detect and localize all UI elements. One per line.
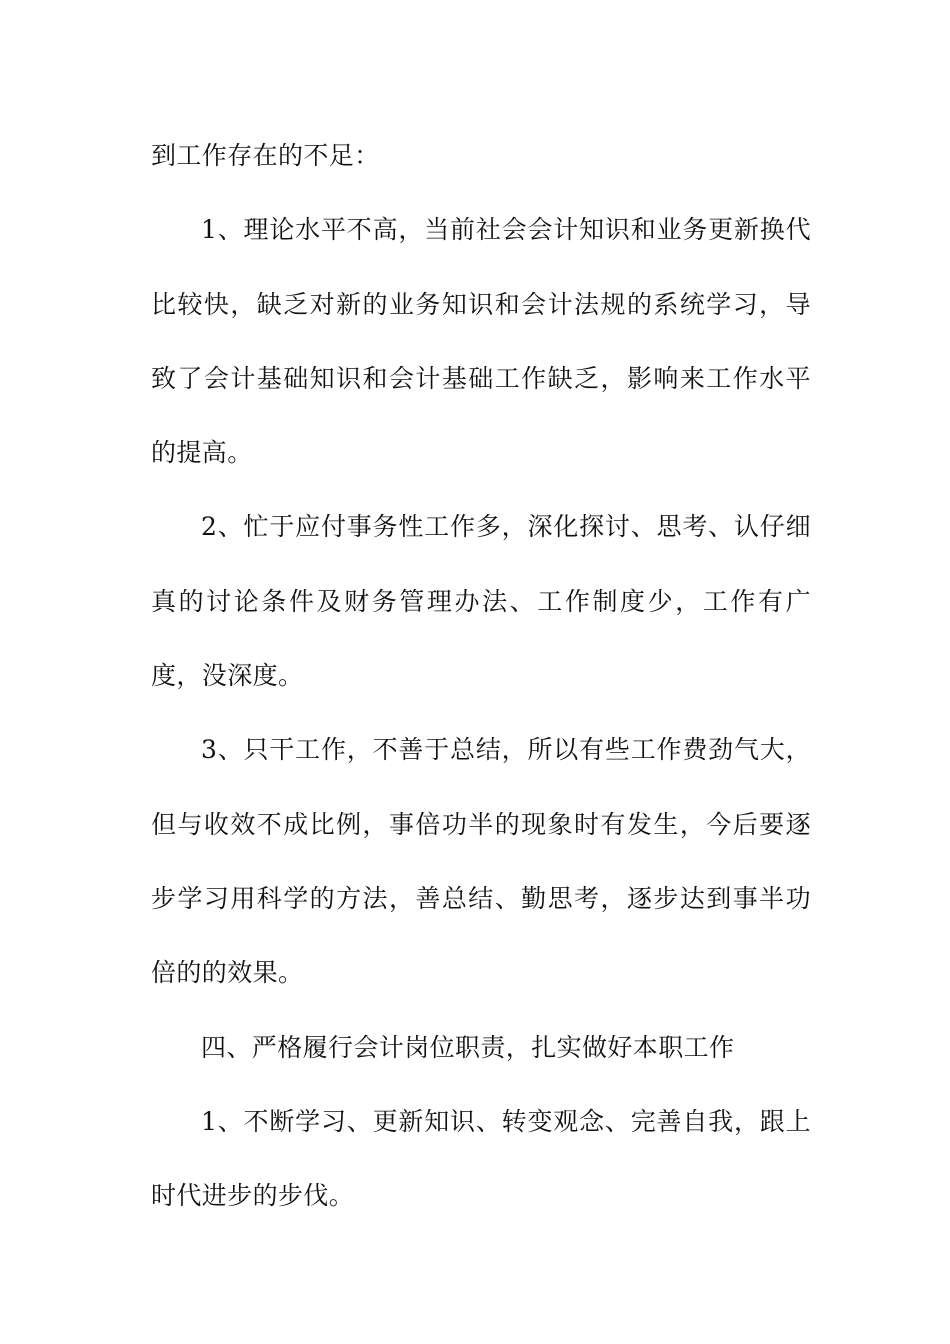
paragraph-point-1: 1、理论水平不高，当前社会会计知识和业务更新换代比较快，缺乏对新的业务知识和会计法规的系统学习，导致了会计基础知识和会计基础工作缺乏，影响来工作水平的提高。	[151, 215, 811, 468]
section-heading-4: 四、严格履行会计岗位职责，扎实做好本职工作	[201, 1032, 735, 1062]
paragraph-section-4-point-1: 1、不断学习、更新知识、转变观念、完善自我，跟上时代进步的步伐。	[151, 1106, 811, 1211]
document-body	[151, 119, 811, 1233]
paragraph-point-3: 3、只干工作，不善于总结，所以有些工作费劲气大，但与收效不成比例，事倍功半的现象时有发生，今后要逐步学习用科学的方法，善总结、勤思考，逐步达到事半功倍的的效果。	[151, 735, 811, 988]
paragraph-continuation: 到工作存在的不足：	[151, 141, 380, 170]
paragraph-point-2: 2、忙于应付事务性工作多，深化探讨、思考、认仔细真的讨论条件及财务管理办法、工作制度少，工作有广度，没深度。	[151, 512, 811, 691]
